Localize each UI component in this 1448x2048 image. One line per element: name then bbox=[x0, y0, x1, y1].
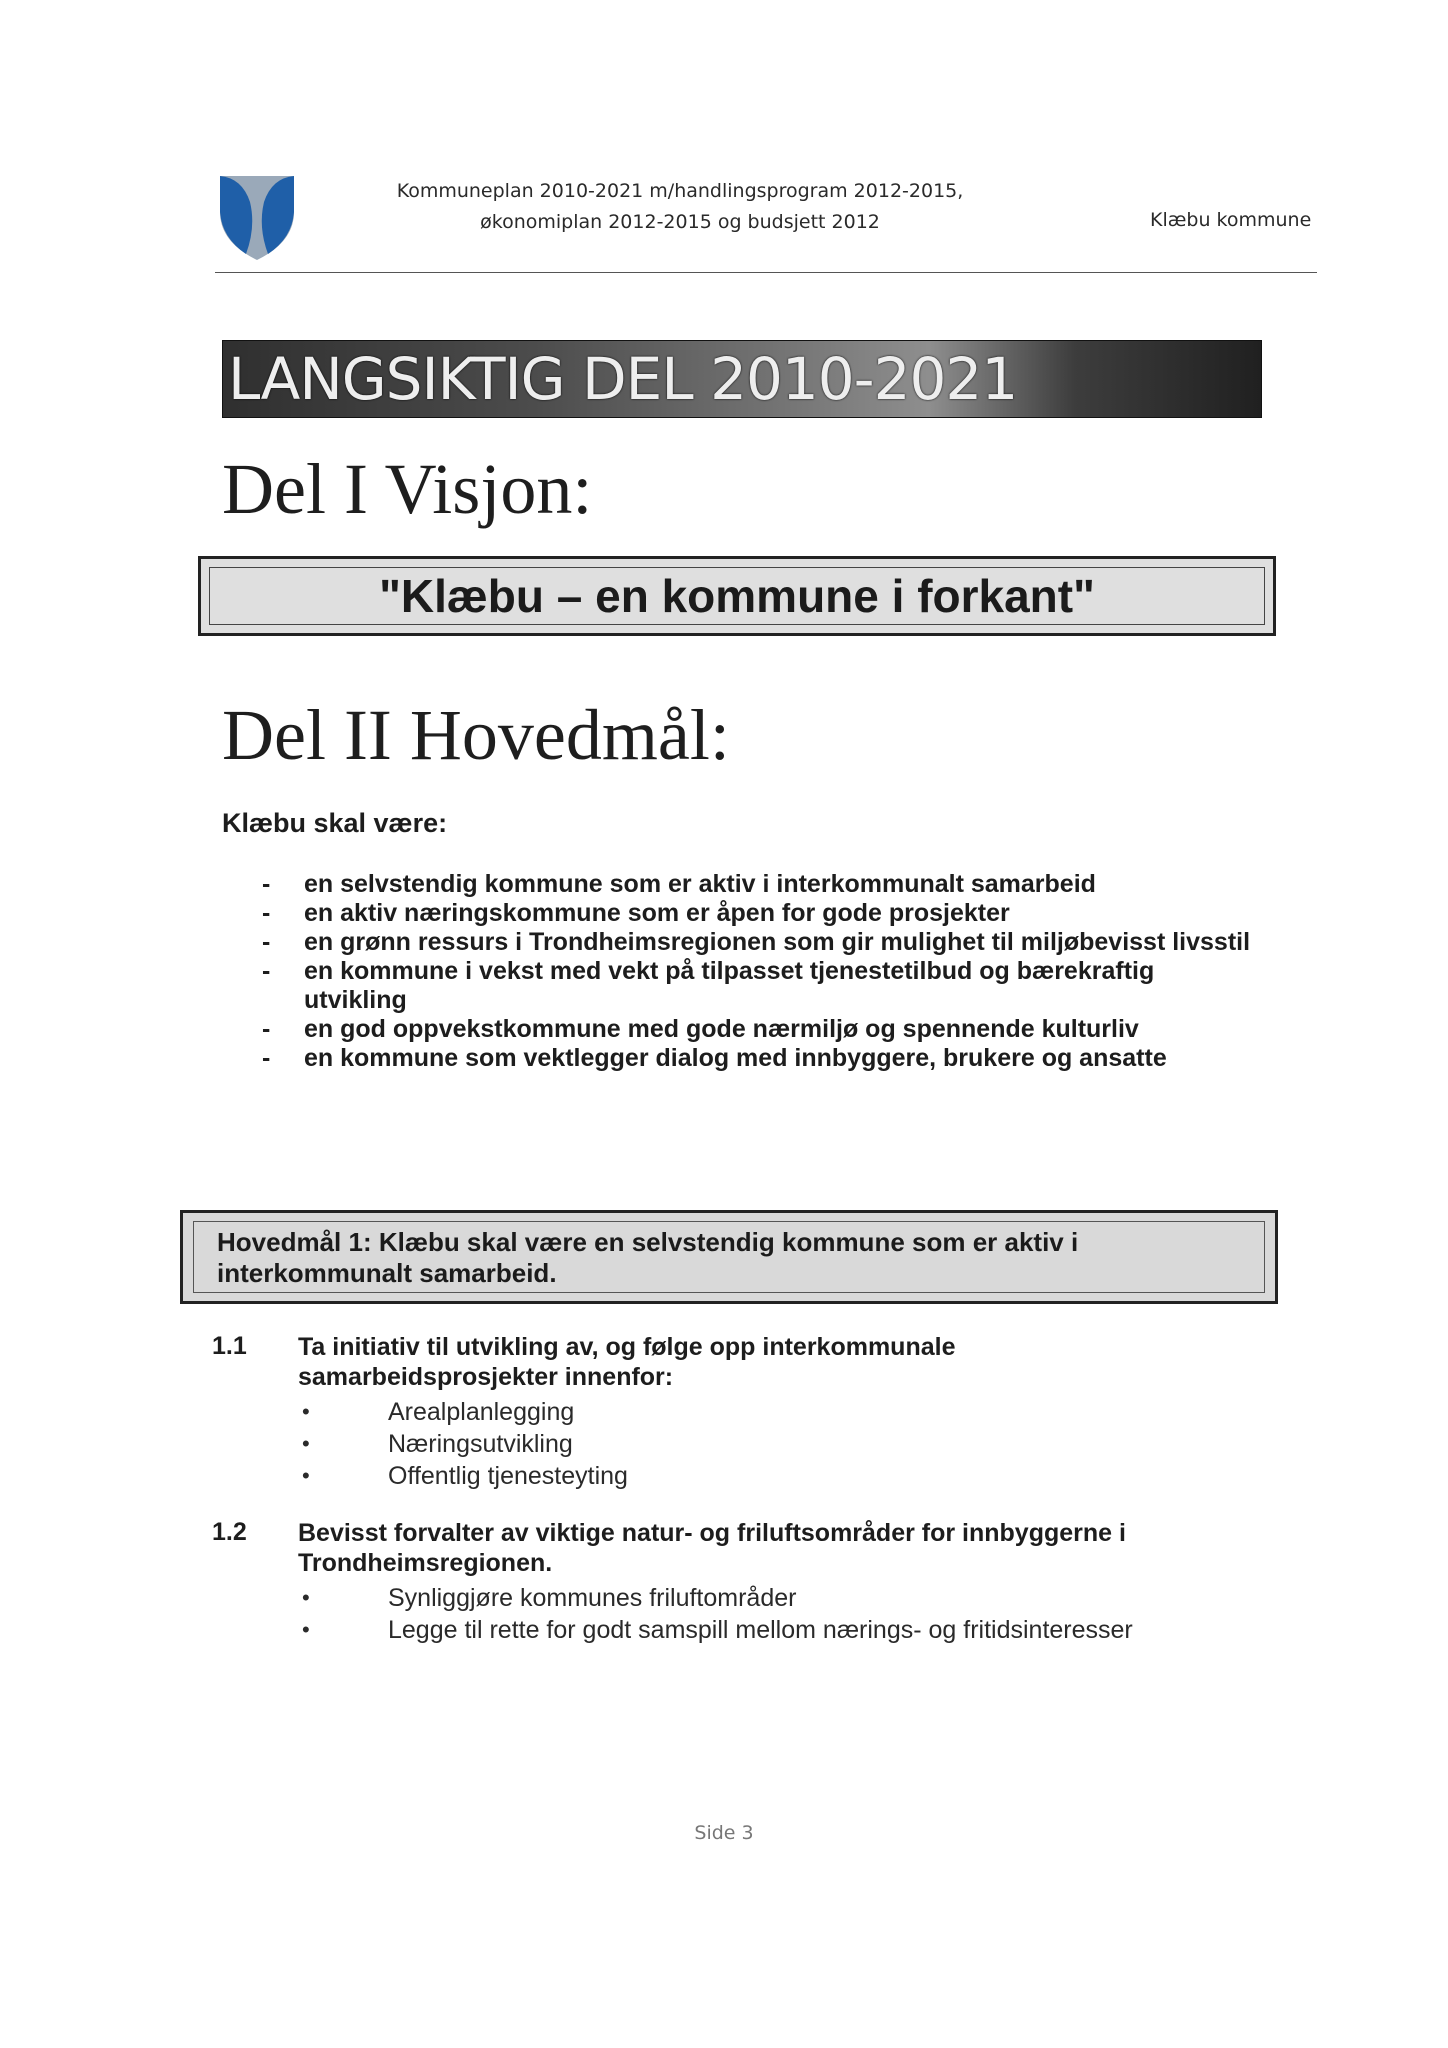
subgoal-text: Ta initiativ til utvikling av, og følge opp interkommunale samarbeidsprosjekter innenfor: bbox=[298, 1333, 956, 1391]
list-item-text: en grønn ressurs i Trondheimsregionen som gir mulighet til miljøbevisst livsstil bbox=[304, 928, 1251, 956]
header-divider bbox=[215, 272, 1317, 273]
vision-heading: Del I Visjon: bbox=[222, 449, 593, 529]
list-item: - en kommune som vektlegger dialog med innbyggere, brukere og ansatte bbox=[262, 1044, 1167, 1072]
list-item: - en god oppvekstkommune med gode nærmiljø og spennende kulturliv bbox=[262, 1015, 1139, 1043]
list-item bbox=[298, 1460, 628, 1492]
main-goals-list bbox=[262, 870, 1262, 1073]
bullet-icon: • bbox=[302, 1463, 310, 1488]
list-item-text: en kommune i vekst med vekt på tilpasset tjenestetilbud og bærekraftig utvikling bbox=[304, 957, 1155, 1014]
list-item-text: Synliggjøre kommunes friluftområder bbox=[388, 1584, 797, 1612]
bullet-icon: • bbox=[302, 1431, 310, 1456]
main-goal-1-title: Hovedmål 1: Klæbu skal være en selvstendig kommune som er aktiv i interkommunalt samarbeid. bbox=[217, 1227, 1079, 1288]
list-item bbox=[298, 1582, 1133, 1614]
municipality-name: Klæbu kommune bbox=[1150, 209, 1312, 231]
subgoal-number: 1.1 bbox=[212, 1332, 247, 1360]
main-goal-1-box bbox=[180, 1210, 1278, 1304]
list-item bbox=[298, 1396, 628, 1428]
list-item-text: en selvstendig kommune som er aktiv i interkommunalt samarbeid bbox=[304, 870, 1096, 898]
list-item: - en kommune i vekst med vekt på tilpasset tjenestetilbud og bærekraftig utvikling bbox=[262, 957, 1155, 1014]
vision-statement-box bbox=[198, 556, 1276, 636]
document-title-line2: økonomiplan 2012-2015 og budsjett 2012 bbox=[480, 211, 880, 233]
document-title-line1: Kommuneplan 2010-2021 m/handlingsprogram 2012-2015, bbox=[396, 180, 964, 202]
subgoal-bullets bbox=[298, 1396, 628, 1492]
list-item-text: en aktiv næringskommune som er åpen for gode prosjekter bbox=[304, 899, 1010, 927]
main-goals-heading: Del II Hovedmål: bbox=[222, 695, 730, 775]
list-item-text: en kommune som vektlegger dialog med innbyggere, brukere og ansatte bbox=[304, 1044, 1167, 1072]
subgoal-number: 1.2 bbox=[212, 1518, 247, 1546]
list-item-text: Næringsutvikling bbox=[388, 1430, 573, 1458]
list-item bbox=[298, 1614, 1133, 1646]
bullet-icon: • bbox=[302, 1399, 310, 1424]
banner-text: LANGSIKTIG DEL 2010-2021 bbox=[228, 345, 1018, 413]
vision-statement: "Klæbu – en kommune i forkant" bbox=[379, 570, 1095, 622]
list-item: - en grønn ressurs i Trondheimsregionen som gir mulighet til miljøbevisst livsstil bbox=[262, 928, 1251, 956]
list-item-text: en god oppvekstkommune med gode nærmiljø og spennende kulturliv bbox=[304, 1015, 1139, 1043]
page-number: Side 3 bbox=[694, 1822, 754, 1844]
municipality-crest-icon bbox=[212, 172, 302, 262]
list-item: - en selvstendig kommune som er aktiv i interkommunalt samarbeid bbox=[262, 870, 1096, 898]
main-goals-intro: Klæbu skal være: bbox=[222, 808, 448, 838]
list-item-text: Arealplanlegging bbox=[388, 1398, 575, 1426]
list-item-text: Offentlig tjenesteyting bbox=[388, 1462, 628, 1490]
subgoal-text: Bevisst forvalter av viktige natur- og friluftsområder for innbyggerne i Trondheimsregionen. bbox=[298, 1519, 1126, 1577]
document-title bbox=[370, 176, 990, 238]
subgoal-bullets bbox=[298, 1582, 1133, 1646]
section-banner bbox=[222, 340, 1262, 418]
bullet-icon: • bbox=[302, 1617, 310, 1642]
bullet-icon: • bbox=[302, 1585, 310, 1610]
list-item: - en aktiv næringskommune som er åpen for gode prosjekter bbox=[262, 899, 1010, 927]
list-item bbox=[298, 1428, 628, 1460]
list-item-text: Legge til rette for godt samspill mellom nærings- og fritidsinteresser bbox=[388, 1616, 1133, 1644]
